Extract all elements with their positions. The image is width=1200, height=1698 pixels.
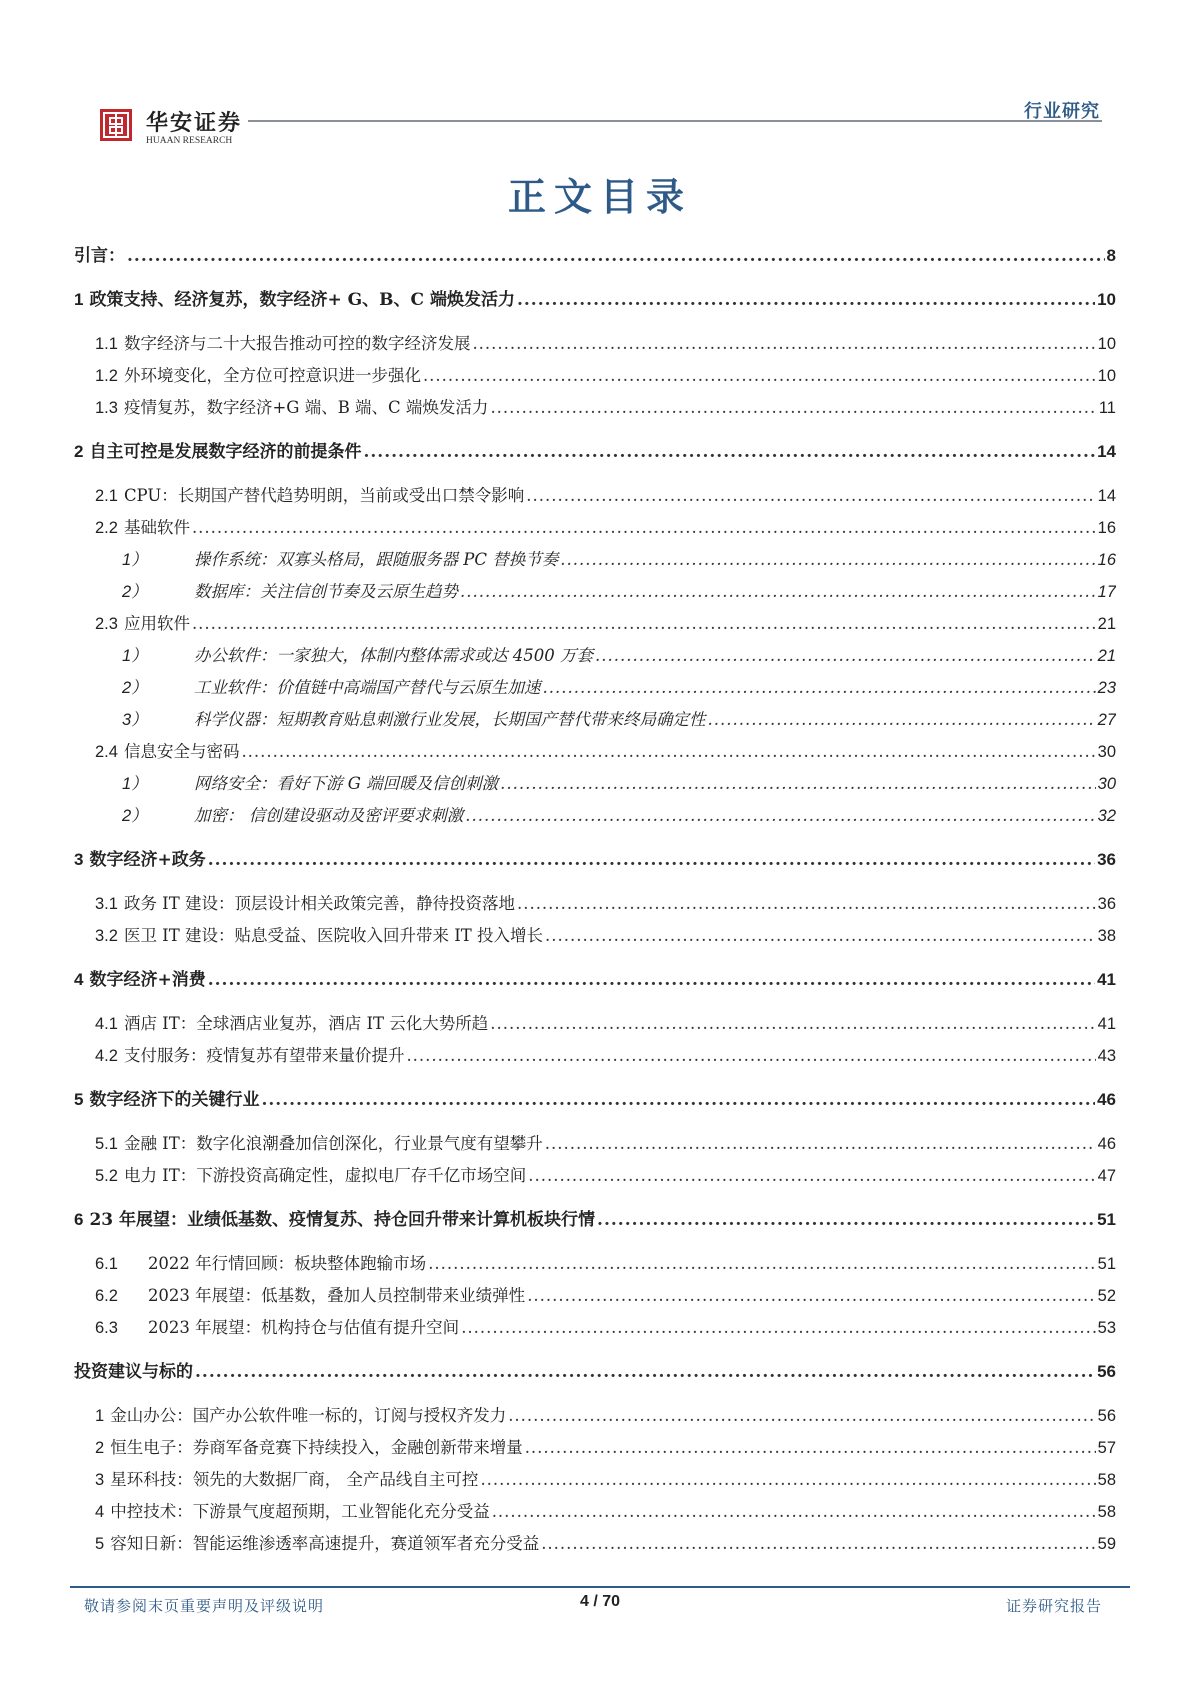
toc-entry-title: 基础软件 [123, 518, 190, 537]
page-header [98, 100, 1102, 150]
toc-entry-title: 容知日新：智能运维渗透率高速提升，赛道领军者充分受益 [110, 1534, 540, 1553]
toc-leader-dots [428, 1248, 1095, 1280]
toc-leader-dots [492, 1496, 1096, 1528]
header-divider [248, 120, 1102, 122]
toc-leader-dots [597, 1204, 1095, 1236]
toc-entry[interactable] [74, 576, 1116, 608]
toc-entry-page: 16 [1097, 551, 1116, 569]
toc-leader-dots [127, 240, 1105, 272]
toc-leader-dots [541, 1528, 1095, 1560]
toc-leader-dots [461, 1312, 1095, 1344]
toc-entry-number: 2.3 [95, 615, 118, 633]
toc-entry-page: 14 [1097, 487, 1116, 505]
toc-leader-dots [192, 608, 1096, 640]
toc-entry-title: 投资建议与标的 [74, 1362, 193, 1382]
toc-entry-title: 金山办公：国产办公软件唯一标的，订阅与授权齐发力 [110, 1406, 507, 1425]
toc-entry[interactable] [74, 672, 1116, 704]
toc-entry-title: 办公软件：一家独大，体制内整体需求或达 4500 万套 [194, 646, 593, 665]
toc-entry-number: 2） [122, 583, 148, 601]
toc-entry-page: 17 [1097, 583, 1116, 601]
toc-entry-page: 51 [1097, 1210, 1116, 1229]
toc-entry-title: 加密： 信创建设驱动及密评要求刺激 [194, 806, 464, 825]
toc-leader-dots [423, 360, 1096, 392]
toc-entry-page: 58 [1097, 1471, 1116, 1489]
toc-leader-dots [545, 920, 1096, 952]
toc-entry-number: 5 [95, 1535, 105, 1553]
toc-entry-number: 1） [122, 775, 148, 793]
toc-leader-dots [460, 576, 1096, 608]
toc-entry-page: 30 [1097, 743, 1116, 761]
toc-leader-dots [472, 328, 1095, 360]
toc-entry-number: 2.2 [95, 519, 118, 537]
toc-leader-dots [192, 512, 1096, 544]
toc-leader-dots [208, 844, 1095, 876]
toc-leader-dots [545, 1128, 1096, 1160]
toc-entry-title: 星环科技：领先的大数据厂商， 全产品线自主可控 [110, 1470, 479, 1489]
toc-leader-dots [526, 480, 1095, 512]
disclaimer-note: 敬请参阅末页重要声明及评级说明 [84, 1597, 325, 1615]
toc-leader-dots [208, 964, 1095, 996]
toc-entry-page: 27 [1097, 711, 1116, 729]
toc-entry[interactable] [74, 736, 1116, 768]
toc-entry[interactable] [74, 284, 1116, 316]
toc-entry[interactable] [74, 1464, 1116, 1496]
toc-leader-dots [517, 284, 1095, 316]
toc-entry[interactable] [74, 1496, 1116, 1528]
toc-entry-page: 41 [1097, 1015, 1116, 1033]
toc-entry-page: 51 [1097, 1255, 1116, 1273]
toc-entry-title: 疫情复苏，数字经济+G 端、B 端、C 端焕发活力 [123, 398, 489, 417]
toc-entry-number: 1.2 [95, 367, 118, 385]
toc-entry[interactable] [74, 392, 1116, 424]
toc-entry-number: 1.1 [95, 335, 118, 353]
toc-entry[interactable] [74, 608, 1116, 640]
page-title: 正文目录 [507, 174, 692, 219]
toc-entry-number: 2 [74, 442, 84, 461]
toc-entry-title: 操作系统：双寡头格局，跟随服务器 PC 替换节奏 [194, 550, 559, 569]
toc-entry-number: 5 [74, 1090, 84, 1109]
toc-entry-title: 政务 IT 建设：顶层设计相关政策完善，静待投资落地 [123, 894, 515, 913]
toc-entry[interactable] [74, 888, 1116, 920]
toc-entry-title: 恒生电子：券商军备竞赛下持续投入，金融创新带来增量 [110, 1438, 523, 1457]
toc-entry-page: 57 [1097, 1439, 1116, 1457]
toc-entry-number: 4.1 [95, 1015, 118, 1033]
toc-entry-page: 58 [1097, 1503, 1116, 1521]
toc-entry[interactable] [74, 1400, 1116, 1432]
toc-entry-number: 6 [74, 1210, 84, 1229]
toc-entry-number: 3 [95, 1471, 105, 1489]
toc-entry-page: 46 [1097, 1090, 1116, 1109]
toc-entry-page: 8 [1106, 246, 1116, 265]
toc-entry-number: 2） [122, 807, 148, 825]
toc-entry-page: 56 [1097, 1407, 1116, 1425]
toc-entry[interactable] [74, 360, 1116, 392]
toc-entry-title: 工业软件：价值链中高端国产替代与云原生加速 [194, 678, 541, 697]
toc-leader-dots [490, 1008, 1095, 1040]
logo-name: 华安证券 [146, 110, 243, 136]
toc-entry[interactable] [74, 704, 1116, 736]
toc-entry-title: 自主可控是发展数字经济的前提条件 [89, 442, 362, 462]
toc-entry-number: 3 [74, 850, 84, 869]
toc-entry-title: 23 年展望：业绩低基数、疫情复苏、持仓回升带来计算机板块行情 [89, 1210, 596, 1230]
toc-entry-page: 14 [1097, 442, 1116, 461]
toc-entry-page: 41 [1097, 970, 1116, 989]
toc-entry[interactable] [74, 1204, 1116, 1236]
toc-entry-title: 2023 年展望：机构持仓与估值有提升空间 [147, 1318, 460, 1337]
toc-entry-title: 网络安全：看好下游 G 端回暖及信创刺激 [194, 774, 499, 793]
toc-entry[interactable] [74, 1528, 1116, 1560]
toc-entry-number: 4 [74, 970, 84, 989]
report-type: 证券研究报告 [1005, 1597, 1102, 1615]
toc-leader-dots [500, 768, 1095, 800]
toc-entry-page: 46 [1097, 1135, 1116, 1153]
toc-entry-page: 53 [1097, 1319, 1116, 1337]
toc-entry-page: 10 [1097, 335, 1116, 353]
toc-entry-page: 47 [1097, 1167, 1116, 1185]
toc-leader-dots [195, 1356, 1095, 1388]
toc-entry-title: 医卫 IT 建设：贴息受益、医院收入回升带来 IT 投入增长 [123, 926, 543, 945]
toc-entry-page: 56 [1097, 1362, 1116, 1381]
toc-entry[interactable] [74, 768, 1116, 800]
toc-leader-dots [595, 640, 1096, 672]
toc-leader-dots [517, 888, 1096, 920]
toc-entry-page: 30 [1097, 775, 1116, 793]
toc-entry-number: 2.4 [95, 743, 118, 761]
toc-entry-page: 10 [1097, 367, 1116, 385]
toc-entry[interactable] [74, 800, 1116, 832]
toc-entry-page: 36 [1097, 850, 1116, 869]
report-category: 行业研究 [1024, 101, 1100, 122]
toc-entry-number: 3） [122, 711, 148, 729]
toc-entry-number: 5.1 [95, 1135, 118, 1153]
toc-leader-dots [525, 1432, 1096, 1464]
toc-entry-page: 10 [1097, 290, 1116, 309]
toc-leader-dots [560, 544, 1095, 576]
toc-leader-dots [528, 1160, 1095, 1192]
toc-leader-dots [490, 392, 1096, 424]
toc-entry-page: 21 [1097, 647, 1116, 665]
toc-entry-page: 43 [1097, 1047, 1116, 1065]
toc-entry-number: 3.2 [95, 927, 118, 945]
toc-entry-number: 1 [74, 290, 84, 309]
toc-leader-dots [465, 800, 1095, 832]
toc-entry-number: 5.2 [95, 1167, 118, 1185]
huaan-logo-icon [100, 109, 132, 141]
table-of-contents [74, 240, 1116, 1560]
toc-entry-title: 支付服务：疫情复苏有望带来量价提升 [123, 1046, 405, 1065]
toc-entry[interactable] [74, 1128, 1116, 1160]
logo-english: HUAAN RESEARCH [146, 136, 233, 146]
toc-entry-number: 3.1 [95, 895, 118, 913]
toc-entry[interactable] [74, 240, 1116, 272]
toc-entry-page: 32 [1097, 807, 1116, 825]
toc-entry-page: 52 [1097, 1287, 1116, 1305]
toc-leader-dots [527, 1280, 1095, 1312]
toc-entry[interactable] [74, 1432, 1116, 1464]
toc-entry-number: 6.1 [95, 1255, 118, 1273]
toc-entry-page: 21 [1097, 615, 1116, 633]
toc-entry-title: 数字经济与二十大报告推动可控的数字经济发展 [123, 334, 471, 353]
toc-entry[interactable] [74, 1160, 1116, 1192]
toc-leader-dots [406, 1040, 1095, 1072]
toc-leader-dots [480, 1464, 1095, 1496]
toc-entry-number: 4.2 [95, 1047, 118, 1065]
toc-entry-title: 科学仪器：短期教育贴息刺激行业发展，长期国产替代带来终局确定性 [194, 710, 706, 729]
toc-entry[interactable] [74, 544, 1116, 576]
toc-entry[interactable] [74, 512, 1116, 544]
toc-entry[interactable] [74, 1008, 1116, 1040]
toc-entry-title: 应用软件 [123, 614, 190, 633]
toc-leader-dots [708, 704, 1096, 736]
toc-entry[interactable] [74, 1356, 1116, 1388]
toc-entry-title: 数字经济下的关键行业 [89, 1090, 260, 1110]
toc-entry-number: 4 [95, 1503, 105, 1521]
toc-entry[interactable] [74, 1312, 1116, 1344]
toc-leader-dots [543, 672, 1096, 704]
toc-entry-title: 数据库：关注信创节奏及云原生趋势 [194, 582, 458, 601]
toc-leader-dots [508, 1400, 1095, 1432]
toc-entry-title: 中控技术：下游景气度超预期，工业智能化充分受益 [110, 1502, 490, 1521]
toc-entry-page: 16 [1097, 519, 1116, 537]
toc-entry-number: 1） [122, 551, 148, 569]
toc-entry-page: 23 [1097, 679, 1116, 697]
toc-entry[interactable] [74, 844, 1116, 876]
toc-leader-dots [241, 736, 1095, 768]
toc-leader-dots [261, 1084, 1095, 1116]
toc-entry-title: 数字经济+消费 [89, 970, 206, 990]
toc-entry-title: 2022 年行情回顾：板块整体跑输市场 [147, 1254, 427, 1273]
toc-entry-title: 电力 IT：下游投资高确定性，虚拟电厂存千亿市场空间 [123, 1166, 527, 1185]
toc-entry-number: 1.3 [95, 399, 118, 417]
toc-entry-page: 11 [1098, 399, 1116, 417]
toc-entry-title: 政策支持、经济复苏，数字经济+ G、B、C 端焕发活力 [89, 290, 515, 310]
page-number: 4 / 70 [579, 1593, 621, 1610]
toc-entry[interactable] [74, 640, 1116, 672]
toc-entry-number: 6.2 [95, 1287, 118, 1305]
toc-entry-title: 酒店 IT：全球酒店业复苏，酒店 IT 云化大势所趋 [123, 1014, 489, 1033]
toc-entry-title: 外环境变化，全方位可控意识进一步强化 [123, 366, 421, 385]
footer-divider [70, 1586, 1130, 1588]
toc-entry-title: 信息安全与密码 [123, 742, 240, 761]
toc-entry-title: 数字经济+政务 [89, 850, 206, 870]
toc-entry[interactable] [74, 328, 1116, 360]
toc-entry-title: 引言： [74, 246, 125, 266]
toc-entry-number: 1） [122, 647, 148, 665]
toc-entry[interactable] [74, 1084, 1116, 1116]
toc-entry-number: 6.3 [95, 1319, 118, 1337]
toc-entry-title: 2023 年展望：低基数，叠加人员控制带来业绩弹性 [147, 1286, 526, 1305]
toc-entry-number: 2.1 [95, 487, 118, 505]
toc-entry-number: 1 [95, 1407, 105, 1425]
toc-entry-number: 2 [95, 1439, 105, 1457]
toc-entry-page: 59 [1097, 1535, 1116, 1553]
toc-leader-dots [363, 436, 1095, 468]
toc-entry[interactable] [74, 964, 1116, 996]
toc-entry-title: 金融 IT：数字化浪潮叠加信创深化，行业景气度有望攀升 [123, 1134, 543, 1153]
toc-entry-number: 2） [122, 679, 148, 697]
toc-entry[interactable] [74, 1248, 1116, 1280]
toc-entry-title: CPU：长期国产替代趋势明朗，当前或受出口禁令影响 [123, 486, 525, 505]
toc-entry[interactable] [74, 480, 1116, 512]
toc-entry[interactable] [74, 1040, 1116, 1072]
toc-entry-page: 38 [1097, 927, 1116, 945]
toc-entry[interactable] [74, 920, 1116, 952]
toc-entry[interactable] [74, 436, 1116, 468]
toc-entry-page: 36 [1097, 895, 1116, 913]
toc-entry[interactable] [74, 1280, 1116, 1312]
